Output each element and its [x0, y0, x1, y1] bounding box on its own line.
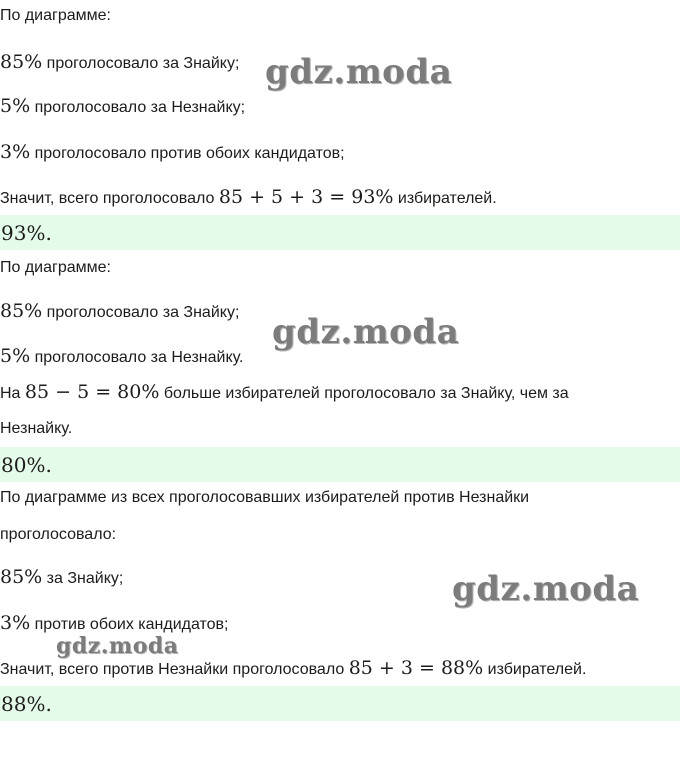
watermark-logo: gdz.moda — [265, 52, 453, 92]
text-fragment: проголосовало за Знайку; — [42, 304, 240, 321]
block2-intro: По диаграмме: — [0, 259, 111, 276]
watermark-logo: gdz.moda — [56, 633, 179, 659]
math-expression: 85 − 5 = 80% — [24, 381, 160, 403]
block1-line-neznayka — [0, 96, 680, 118]
answer-value: 93%. — [1, 221, 52, 245]
block1-conclusion — [0, 187, 680, 209]
text-fragment: Значит, всего против Незнайки проголосовало — [0, 661, 349, 678]
text-fragment: проголосовало за Знайку; — [42, 55, 240, 72]
text-fragment: больше избирателей проголосовало за Знайку, чем за — [159, 385, 569, 402]
answer-value: 88%. — [1, 692, 52, 716]
block2-line-neznayka — [0, 346, 680, 368]
block1-line-znayka — [0, 52, 680, 74]
math-expression: 85 + 5 + 3 = 93% — [218, 186, 394, 208]
math-expression: 85 + 3 = 88% — [348, 657, 484, 679]
text-fragment: избирателей. — [483, 661, 587, 678]
block2-line-znayka — [0, 301, 680, 323]
text-fragment: против обоих кандидатов; — [30, 616, 229, 633]
watermark-logo: gdz.moda — [452, 569, 640, 609]
block1-intro: По диаграмме: — [0, 7, 111, 24]
text-fragment: проголосовало за Незнайку; — [30, 99, 246, 116]
math-expression: 5% — [0, 95, 31, 117]
block3-line-against — [0, 613, 680, 635]
math-expression: 5% — [0, 345, 31, 367]
text-fragment: На — [0, 385, 25, 402]
block3-answer — [0, 686, 680, 721]
block3-conclusion — [0, 658, 680, 680]
math-expression: 3% — [0, 612, 31, 634]
block3-intro-cont: проголосовало: — [0, 526, 117, 543]
math-expression: 85% — [0, 51, 43, 73]
math-expression: 85% — [0, 566, 43, 588]
watermark-logo: gdz.moda — [272, 312, 460, 352]
text-fragment: проголосовало против обоих кандидатов; — [30, 145, 345, 162]
block3-line-znayka — [0, 567, 680, 589]
block2-difference-cont: Незнайку. — [0, 420, 73, 437]
text-fragment: проголосовало за Незнайку. — [30, 349, 244, 366]
answer-value: 80%. — [1, 453, 52, 477]
text-fragment: избирателей. — [393, 190, 497, 207]
block1-line-against — [0, 142, 680, 164]
math-expression: 85% — [0, 300, 43, 322]
text-fragment: Значит, всего проголосовало — [0, 190, 219, 207]
text-fragment: за Знайку; — [42, 570, 124, 587]
math-expression: 3% — [0, 141, 31, 163]
block2-answer — [0, 447, 680, 482]
block1-answer — [0, 215, 680, 250]
block2-difference — [0, 382, 680, 404]
block3-intro: По диаграмме из всех проголосовавших избирателей против Незнайки — [0, 489, 530, 506]
